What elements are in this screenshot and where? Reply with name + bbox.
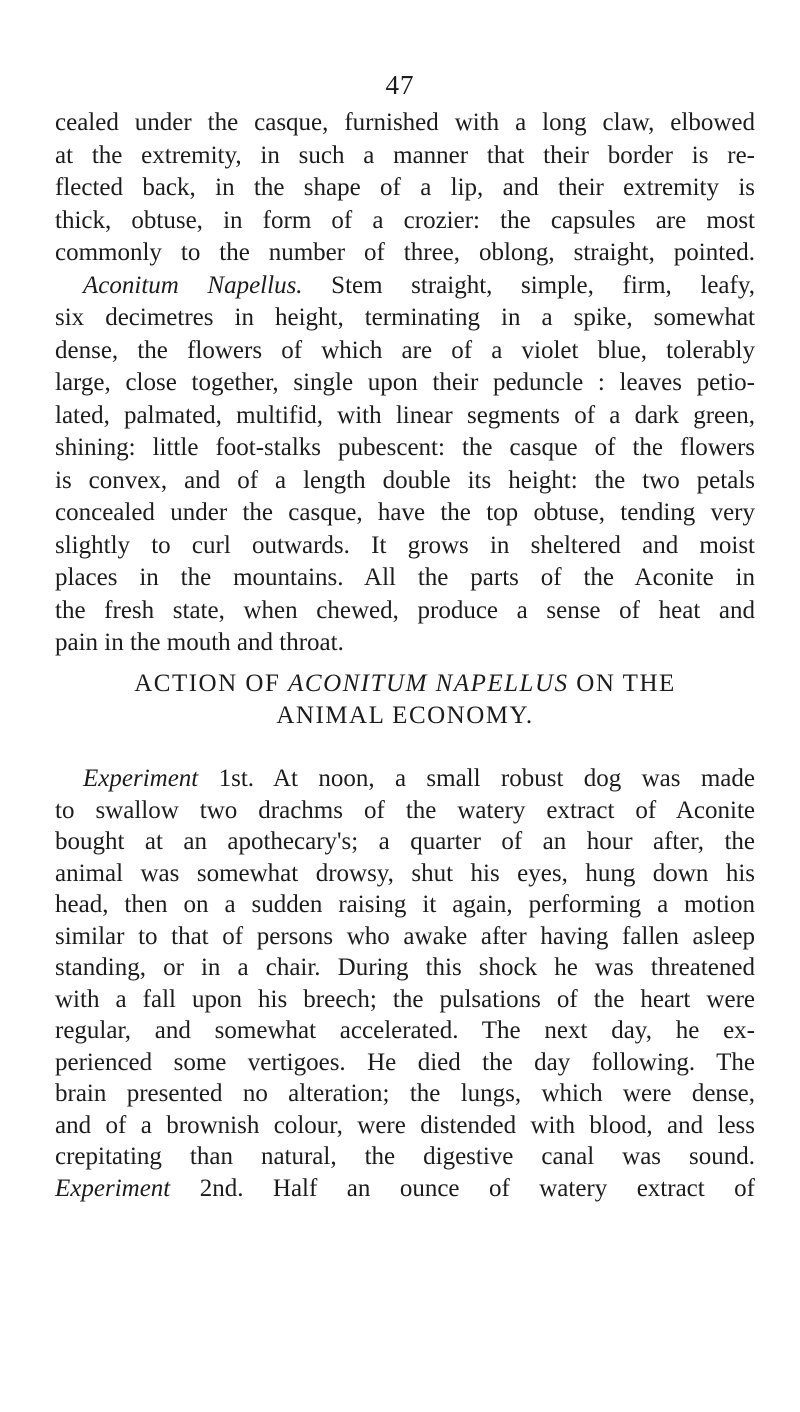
section-heading-line-2: ANIMAL ECONOMY. [276, 702, 534, 729]
text-line: at the extremity, in such a manner that their border is re- [55, 141, 755, 169]
text-line: brain presented no alteration; the lungs, which were dense, [55, 1080, 755, 1107]
text-line: dense, the flowers of which are of a violet blue, tolerably [55, 336, 755, 364]
text-line: to swallow two drachms of the watery extract of Aconite [55, 796, 755, 824]
text-line: with a fall upon his breech; the pulsations of the heart were [55, 985, 755, 1013]
text-line: crepitating than natural, the digestive canal was sound. [55, 1143, 755, 1170]
text-line: concealed under the casque, have the top obtuse, tending very [55, 499, 755, 526]
experiment-label: Experiment [55, 1174, 171, 1202]
paragraph-aconitum-description [55, 107, 755, 660]
species-name: Aconitum Napellus. [83, 271, 303, 299]
text-line: thick, obtuse, in form of a crozier: the capsules are most [55, 206, 755, 234]
text-line: standing, or in a chair. During this shock he was threatened [55, 954, 755, 981]
section-heading [55, 668, 755, 700]
text-line: flected back, in the shape of a lip, and their extremity is [55, 174, 755, 201]
text-line-rest: Stem straight, simple, firm, leafy, [302, 271, 755, 299]
text-line: commonly to the number of three, oblong, straight, pointed. [55, 239, 755, 266]
text-line: similar to that of persons who awake after having fallen asleep [55, 922, 755, 950]
text-line: is convex, and of a length double its height: the two petals [55, 466, 755, 494]
text-line [55, 270, 755, 303]
text-line: regular, and somewhat accelerated. The next day, he ex- [55, 1017, 755, 1044]
paragraph-experiments [55, 763, 755, 1204]
text-line: head, then on a sudden raising it again, performing a motion [55, 891, 755, 918]
page-number: 47 [385, 70, 415, 100]
text-line: shining: little foot-stalks pubescent: the casque of the flowers [55, 434, 755, 461]
text-line [55, 763, 755, 795]
text-line: animal was somewhat drowsy, shut his eyes, hung down his [55, 859, 755, 887]
experiment-label: Experiment [83, 765, 199, 792]
text-line: the fresh state, when chewed, produce a sense of heat and [55, 596, 755, 624]
text-line-rest: 1st. At noon, a small robust dog was made [198, 765, 755, 792]
text-line: large, close together, single upon their peduncle : leaves petio- [55, 369, 755, 396]
text-line: slightly to curl outwards. It grows in sheltered and moist [55, 531, 755, 559]
text-line-rest: 2nd. Half an ounce of watery extract of [170, 1174, 755, 1202]
text-line: cealed under the casque, furnished with a long claw, elbowed [55, 109, 755, 136]
heading-prefix: ACTION OF [134, 670, 289, 697]
heading-species: ACONITUM NAPELLUS [288, 670, 569, 697]
text-line: places in the mountains. All the parts of the Aconite in [55, 564, 755, 591]
text-line: perienced some vertigoes. He died the day following. The [55, 1048, 755, 1076]
text-line: bought at an apothecary's; a quarter of an hour after, the [55, 828, 755, 855]
text-line: six decimetres in height, terminating in a spike, somewhat [55, 304, 755, 331]
text-line: pain in the mouth and throat. [55, 629, 344, 656]
text-line: and of a brownish colour, were distended with blood, and less [55, 1111, 755, 1139]
heading-suffix: ON THE [568, 670, 676, 697]
text-line [55, 1173, 755, 1205]
text-line: lated, palmated, multifid, with linear segments of a dark green, [55, 401, 755, 429]
